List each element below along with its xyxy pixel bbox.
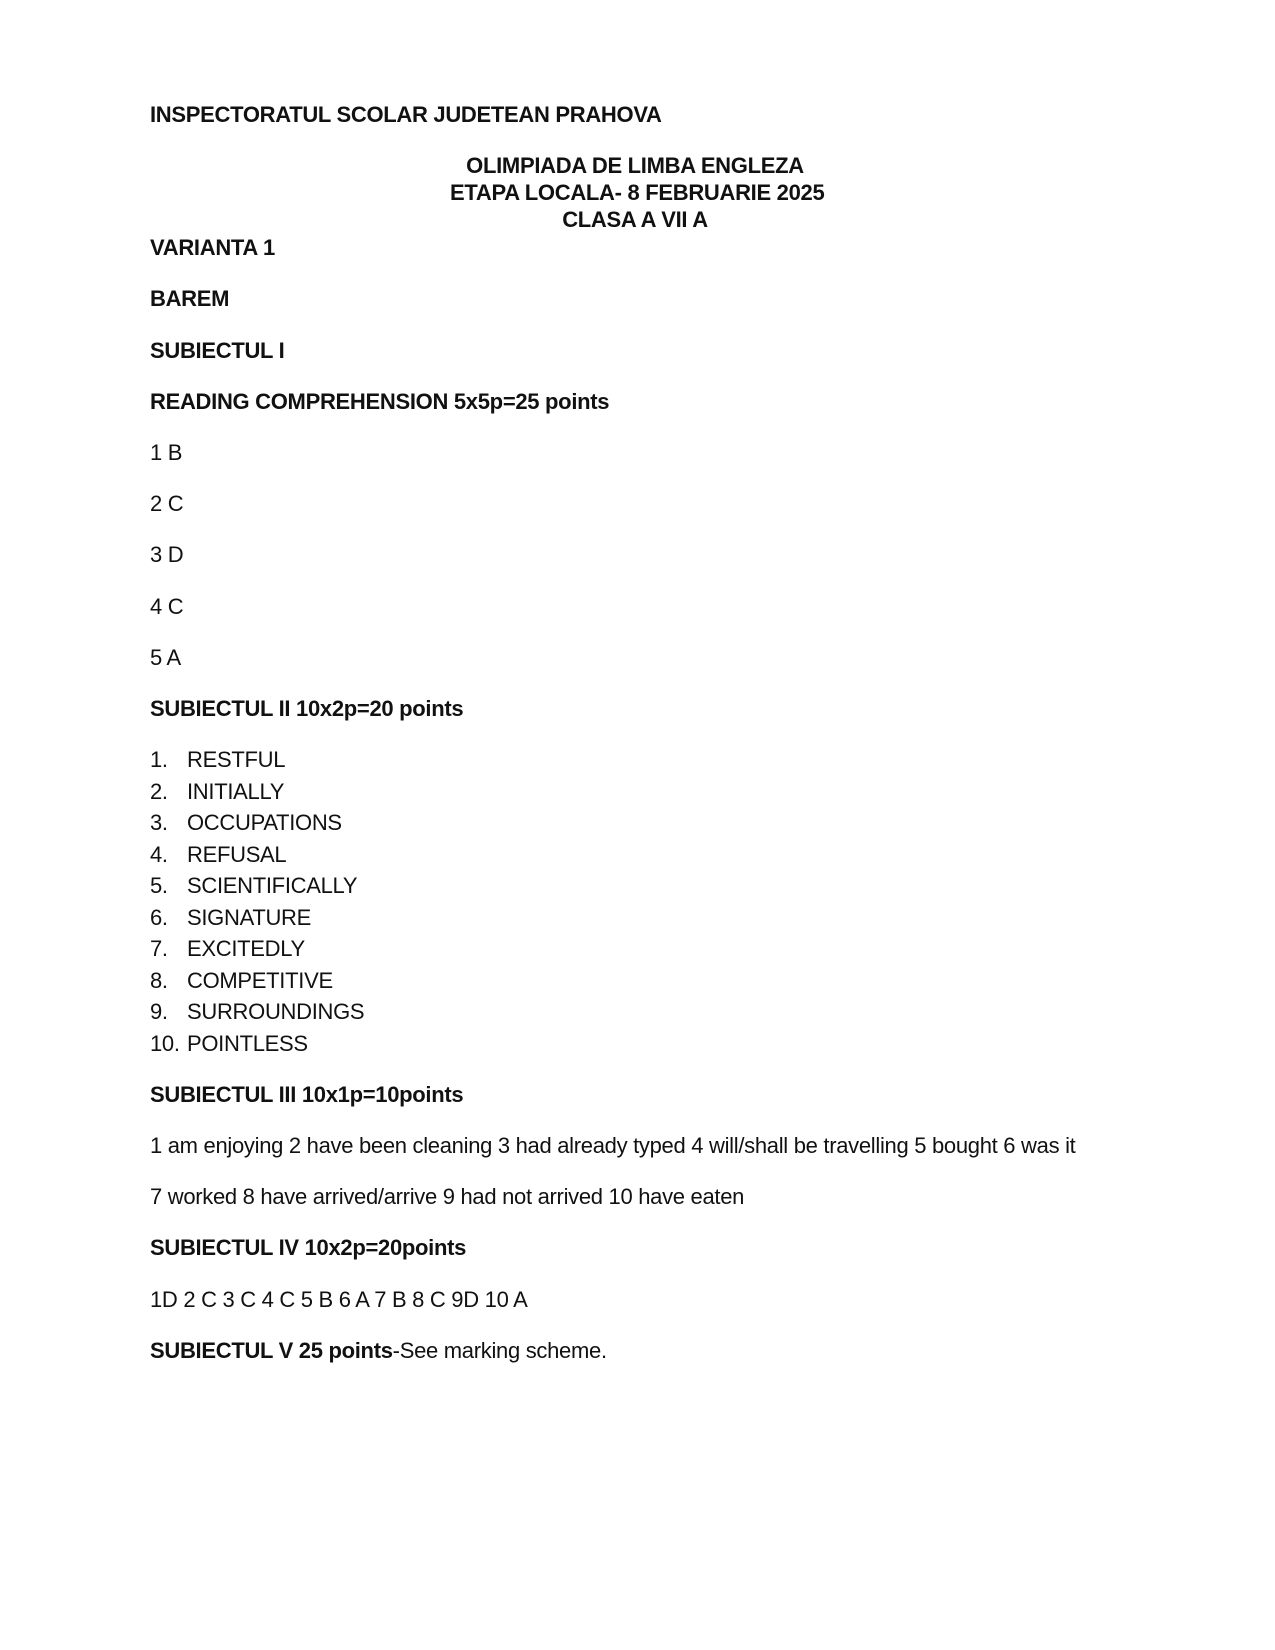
list-text: SIGNATURE: [187, 905, 312, 930]
subject-2-heading: SUBIECTUL II 10x2p=20 points: [150, 696, 464, 721]
subject-3-answers-line-1: 1 am enjoying 2 have been cleaning 3 had already typed 4 will/shall be travelling 5 bought 6 was it: [150, 1133, 1076, 1158]
list-number: 2.: [150, 779, 168, 804]
list-text: EXCITEDLY: [187, 936, 305, 961]
olympiad-title: OLIMPIADA DE LIMBA ENGLEZA: [466, 153, 804, 178]
list-text: RESTFUL: [187, 747, 286, 772]
subject-5-note: -See marking scheme.: [392, 1338, 607, 1363]
subject-1-heading: SUBIECTUL I: [150, 338, 285, 363]
list-number: 4.: [150, 842, 168, 867]
list-number: 7.: [150, 936, 168, 961]
subject-3-answers-line-2: 7 worked 8 have arrived/arrive 9 had not arrived 10 have eaten: [150, 1184, 745, 1209]
subject-1-answer: 4 C: [150, 594, 184, 619]
subject-1-answer: 3 D: [150, 542, 184, 567]
variant-label: VARIANTA 1: [150, 235, 275, 260]
barem-label: BAREM: [150, 286, 230, 311]
list-text: INITIALLY: [187, 779, 285, 804]
subject-1-answer: 1 B: [150, 440, 183, 465]
list-item: [150, 936, 305, 962]
class-level: CLASA A VII A: [562, 207, 708, 232]
stage-date: ETAPA LOCALA- 8 FEBRUARIE 2025: [450, 180, 825, 205]
subject-3-heading: SUBIECTUL III 10x1p=10points: [150, 1082, 464, 1107]
subject-4-answers: 1D 2 C 3 C 4 C 5 B 6 A 7 B 8 C 9D 10 A: [150, 1287, 528, 1312]
list-number: 8.: [150, 968, 168, 993]
list-item: [150, 999, 364, 1025]
list-text: POINTLESS: [187, 1031, 308, 1056]
list-item: [150, 1031, 308, 1057]
list-text: REFUSAL: [187, 842, 287, 867]
list-number: 5.: [150, 873, 168, 898]
subject-4-heading: SUBIECTUL IV 10x2p=20points: [150, 1235, 467, 1260]
list-text: SURROUNDINGS: [187, 999, 365, 1024]
list-item: [150, 779, 284, 805]
subject-5-line: [150, 1338, 607, 1364]
subject-5-heading: SUBIECTUL V 25 points: [150, 1338, 393, 1363]
list-item: [150, 905, 311, 931]
list-number: 3.: [150, 810, 168, 835]
list-item: [150, 873, 357, 899]
list-text: COMPETITIVE: [187, 968, 333, 993]
list-number: 6.: [150, 905, 168, 930]
list-item: [150, 968, 333, 994]
list-item: [150, 747, 285, 773]
list-number: 10.: [150, 1031, 180, 1056]
reading-comprehension-heading: READING COMPREHENSION 5x5p=25 points: [150, 389, 610, 414]
list-text: OCCUPATIONS: [187, 810, 342, 835]
list-item: [150, 842, 286, 868]
subject-1-answer: 5 A: [150, 645, 181, 670]
institution-heading: INSPECTORATUL SCOLAR JUDETEAN PRAHOVA: [150, 102, 662, 127]
list-number: 1.: [150, 747, 168, 772]
list-text: SCIENTIFICALLY: [187, 873, 358, 898]
list-number: 9.: [150, 999, 168, 1024]
subject-1-answer: 2 C: [150, 491, 184, 516]
list-item: [150, 810, 342, 836]
